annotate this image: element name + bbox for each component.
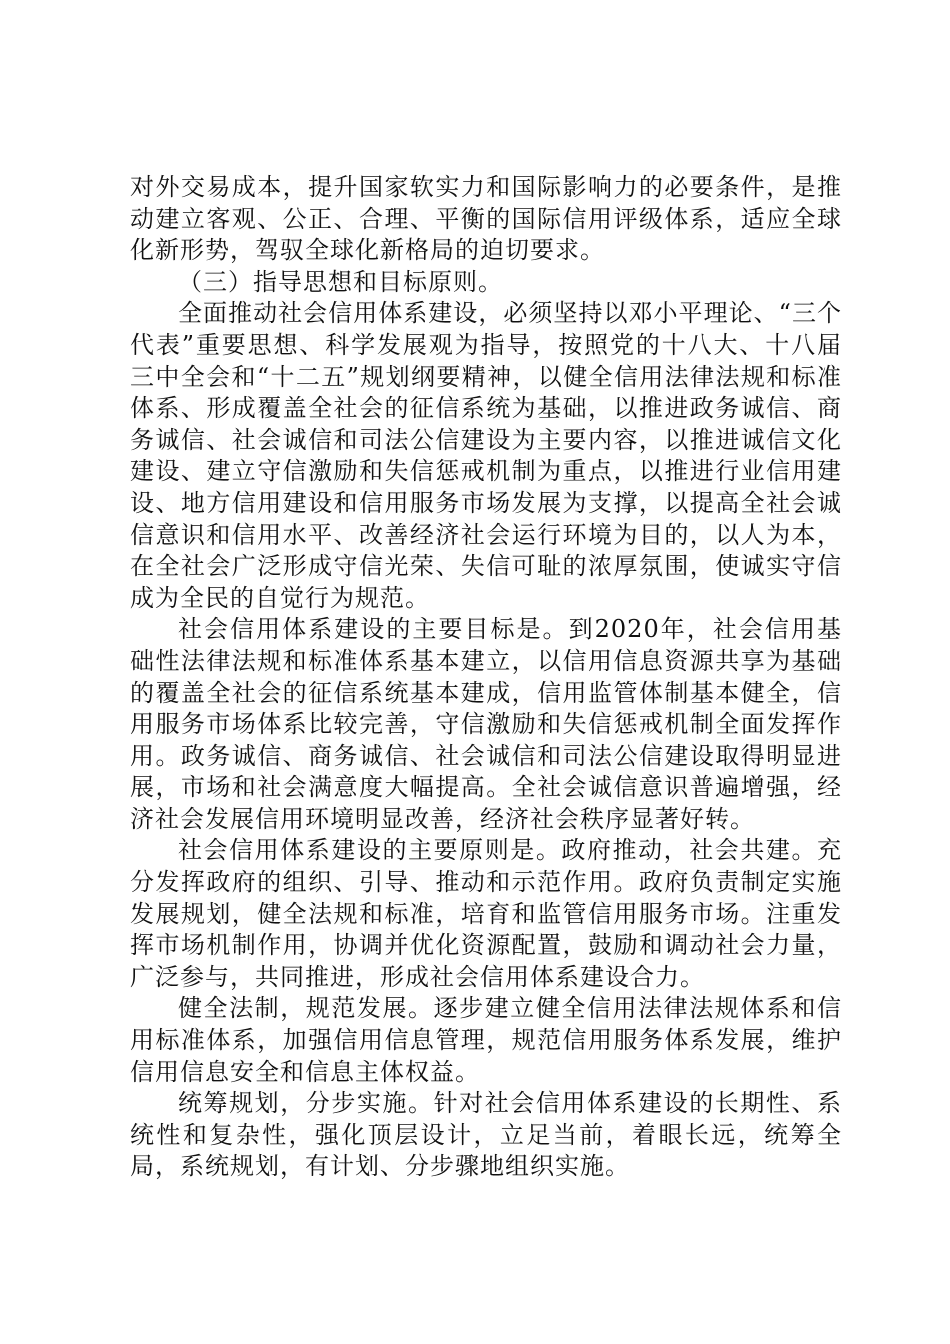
document-body [130, 172, 842, 1183]
paragraph-main-goals: 社会信用体系建设的主要目标是。到2020年，社会信用基础性法律法规和标准体系基本建立，以信用信息资源共享为基础的覆盖全社会的征信系统基本建成，信用监管体制基本健全，信用服务市场体系比较完善，守信激励和失信惩戒机制全面发挥作用。政务诚信、商务诚信、社会诚信和司法公信建设取得明显进展，市场和社会满意度大幅提高。全社会诚信意识普遍增强，经济社会发展信用环境明显改善，经济社会秩序显著好转。 [130, 615, 842, 833]
paragraph-continuation: 对外交易成本，提升国家软实力和国际影响力的必要条件，是推动建立客观、公正、合理、平衡的国际信用评级体系，适应全球化新形势，驾驭全球化新格局的迫切要求。 [130, 173, 842, 265]
section-heading: （三）指导思想和目标原则。 [178, 267, 503, 296]
paragraph-legal-system: 健全法制，规范发展。逐步建立健全信用法律法规体系和信用标准体系，加强信用信息管理，规范信用服务体系发展，维护信用信息安全和信息主体权益。 [130, 994, 842, 1086]
paragraph-main-principles: 社会信用体系建设的主要原则是。政府推动，社会共建。充分发挥政府的组织、引导、推动和示范作用。政府负责制定实施发展规划，健全法规和标准，培育和监管信用服务市场。注重发挥市场机制作用，协调并优化资源配置，鼓励和调动社会力量，广泛参与，共同推进，形成社会信用体系建设合力。 [130, 836, 842, 991]
paragraph-overall-planning: 统筹规划，分步实施。针对社会信用体系建设的长期性、系统性和复杂性，强化顶层设计，立足当前，着眼长远，统筹全局，系统规划，有计划、分步骤地组织实施。 [130, 1089, 842, 1181]
paragraph-guiding-thought: 全面推动社会信用体系建设，必须坚持以邓小平理论、“三个代表”重要思想、科学发展观为指导，按照党的十八大、十八届三中全会和“十二五”规划纲要精神，以健全信用法律法规和标准体系、形成覆盖全社会的征信系统为基础，以推进政务诚信、商务诚信、社会诚信和司法公信建设为主要内容，以推进诚信文化建设、建立守信激励和失信惩戒机制为重点，以推进行业信用建设、地方信用建设和信用服务市场发展为支撑，以提高全社会诚信意识和信用水平、改善经济社会运行环境为目的，以人为本，在全社会广泛形成守信光荣、失信可耻的浓厚氛围，使诚实守信成为全民的自觉行为规范。 [130, 299, 842, 612]
